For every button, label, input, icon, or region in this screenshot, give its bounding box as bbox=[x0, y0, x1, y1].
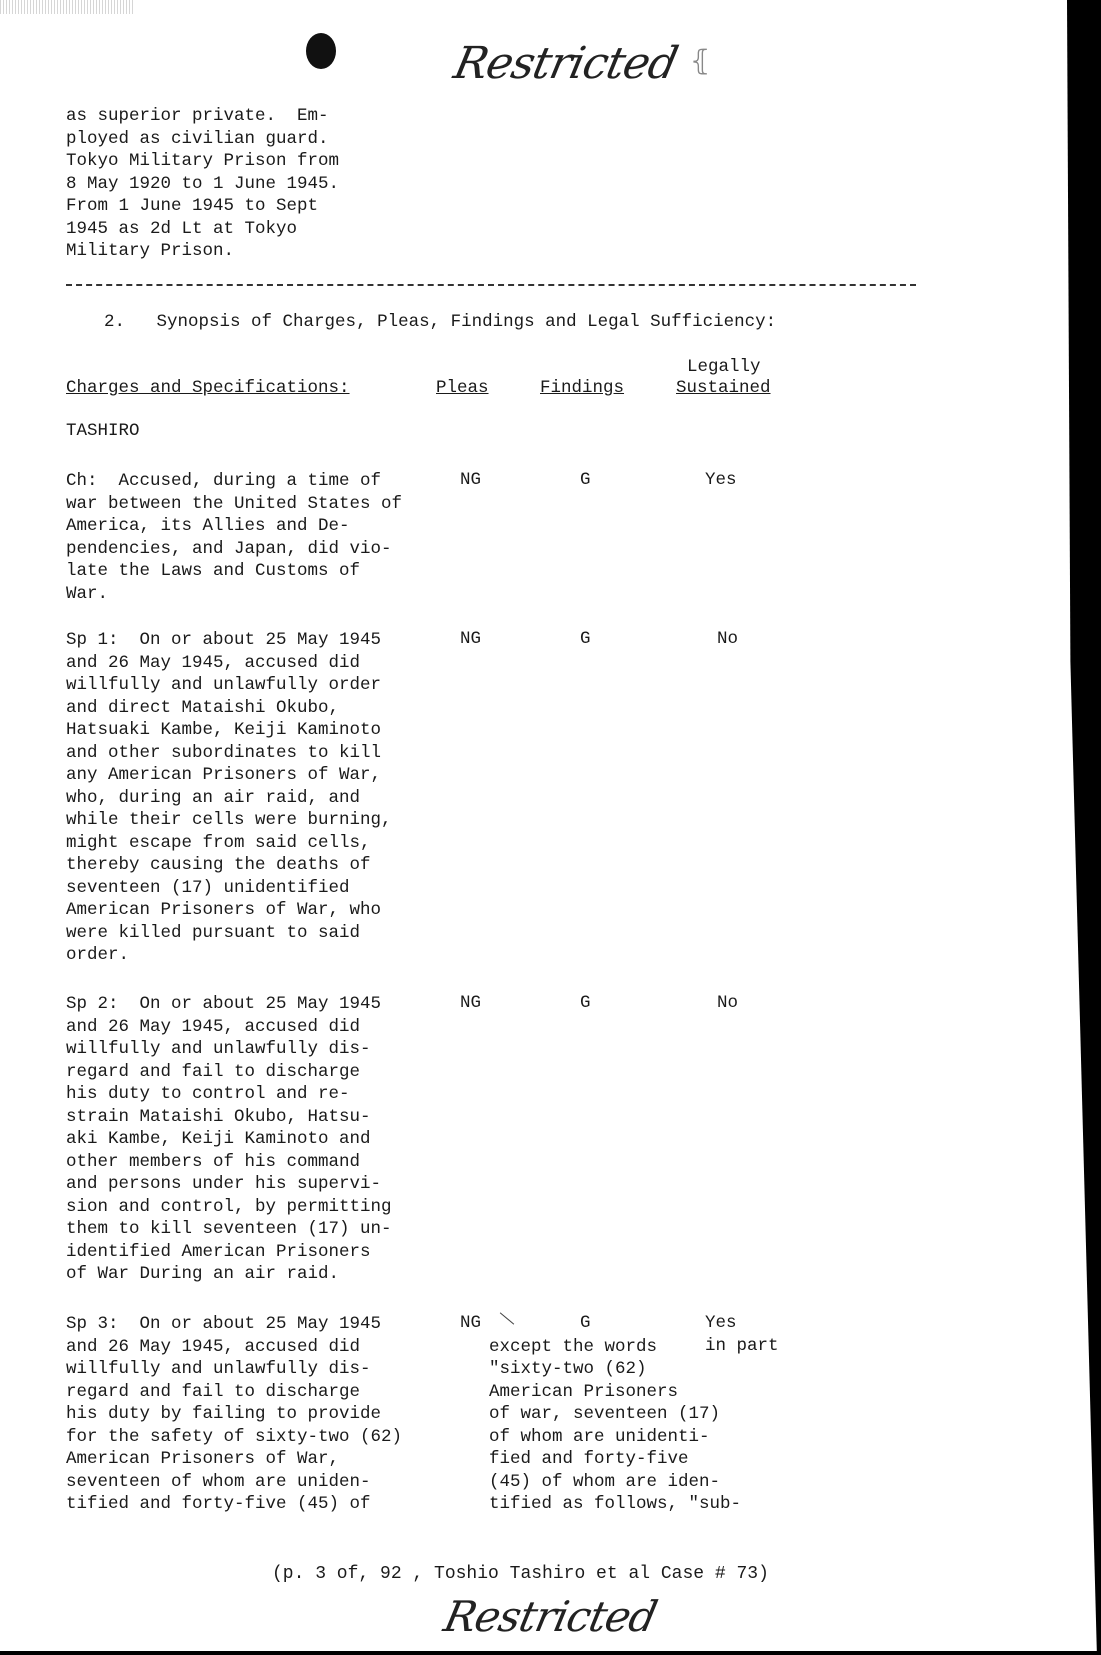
specification-line: regard and fail to discharge bbox=[66, 1381, 361, 1402]
plea-value: NG bbox=[460, 470, 482, 490]
plea-value: NG bbox=[460, 629, 482, 649]
restricted-stamp-top: Restricted bbox=[449, 38, 682, 89]
specification-line: them to kill seventeen (17) un- bbox=[66, 1219, 392, 1239]
specification-line: willfully and unlawfully dis- bbox=[66, 1039, 371, 1059]
restricted-stamp-bottom: Restricted bbox=[439, 1592, 661, 1641]
header-legally-sustained: Sustained bbox=[676, 378, 771, 398]
plea-value: NG bbox=[460, 1313, 482, 1333]
specification-line: American Prisoners of War, bbox=[66, 1449, 340, 1469]
divider-rule bbox=[66, 284, 916, 286]
finding-note bbox=[489, 1336, 741, 1516]
accused-name: TASHIRO bbox=[66, 421, 140, 441]
sustained-value: Yes bbox=[705, 470, 737, 490]
specification-line: were killed pursuant to said bbox=[66, 922, 361, 943]
sustained-value: No bbox=[717, 993, 739, 1013]
scan-noise bbox=[0, 0, 135, 14]
specification-line: who, during an air raid, and bbox=[66, 787, 361, 808]
specification-text bbox=[66, 470, 402, 605]
specification-line: sion and control, by permitting bbox=[66, 1196, 392, 1217]
specification-line: Sp 3: On or about 25 May 1945 bbox=[66, 1314, 382, 1334]
intro-line: as superior private. Em- bbox=[66, 106, 329, 126]
specification-line: his duty to control and re- bbox=[66, 1084, 350, 1104]
tick-mark bbox=[500, 1312, 514, 1324]
specification-line: of War During an air raid. bbox=[66, 1264, 340, 1284]
specification-line: his duty by failing to provide bbox=[66, 1404, 382, 1424]
specification-line: other members of his command bbox=[66, 1151, 361, 1172]
finding-note-line: tified as follows, "sub- bbox=[489, 1494, 742, 1514]
finding-note-line: American Prisoners bbox=[489, 1381, 679, 1402]
sustained-value: Yes bbox=[705, 1313, 737, 1333]
specification-line: Ch: Accused, during a time of bbox=[66, 471, 382, 491]
header-legally-top: Legally bbox=[687, 357, 761, 377]
specification-line: Sp 1: On or about 25 May 1945 bbox=[66, 630, 382, 650]
specification-line: pendencies, and Japan, did vio- bbox=[66, 538, 392, 559]
specification-line: American Prisoners of War, who bbox=[66, 900, 382, 920]
specification-line: any American Prisoners of War, bbox=[66, 765, 382, 785]
specification-line: willfully and unlawfully order bbox=[66, 675, 382, 695]
header-findings: Findings bbox=[540, 378, 625, 398]
intro-line: 1945 as 2d Lt at Tokyo bbox=[66, 218, 298, 239]
specification-line: order. bbox=[66, 945, 130, 965]
specification-line: Sp 2: On or about 25 May 1945 bbox=[66, 994, 382, 1014]
intro-line: Military Prison. bbox=[66, 241, 235, 261]
intro-paragraph bbox=[66, 105, 339, 263]
specification-line: late the Laws and Customs of bbox=[66, 561, 361, 581]
finding-value: G bbox=[580, 993, 591, 1013]
header-charges: Charges and Specifications: bbox=[66, 378, 350, 398]
specification-line: America, its Allies and De- bbox=[66, 516, 350, 536]
section-number: 2. bbox=[104, 312, 126, 332]
specification-line: War. bbox=[66, 583, 109, 604]
scan-border-bottom bbox=[0, 1651, 1101, 1655]
finding-note-line: "sixty-two (62) bbox=[489, 1359, 647, 1379]
plea-value: NG bbox=[460, 993, 482, 1013]
specification-line: aki Kambe, Keiji Kaminoto and bbox=[66, 1129, 371, 1149]
section-heading bbox=[104, 312, 776, 332]
specification-line: and 26 May 1945, accused did bbox=[66, 1336, 361, 1357]
finding-value: G bbox=[580, 1313, 591, 1333]
specification-line: and 26 May 1945, accused did bbox=[66, 1016, 361, 1037]
intro-line: ployed as civilian guard. bbox=[66, 128, 329, 149]
finding-note-line: except the words bbox=[489, 1336, 658, 1357]
finding-note-line: fied and forty-five bbox=[489, 1449, 689, 1469]
specification-line: identified American Prisoners bbox=[66, 1241, 371, 1262]
specification-line: and other subordinates to kill bbox=[66, 742, 382, 763]
scan-border-right bbox=[1067, 0, 1101, 1655]
finding-value: G bbox=[580, 470, 591, 490]
sustained-note: in part bbox=[705, 1335, 779, 1356]
specification-line: willfully and unlawfully dis- bbox=[66, 1359, 371, 1379]
finding-note-line: (45) of whom are iden- bbox=[489, 1471, 721, 1492]
specification-text bbox=[66, 993, 392, 1286]
specification-line: for the safety of sixty-two (62) bbox=[66, 1426, 403, 1447]
specification-line: and persons under his supervi- bbox=[66, 1174, 382, 1194]
specification-line: might escape from said cells, bbox=[66, 832, 371, 853]
specification-line: regard and fail to discharge bbox=[66, 1061, 361, 1082]
specification-line: strain Mataishi Okubo, Hatsu- bbox=[66, 1106, 371, 1127]
specification-line: tified and forty-five (45) of bbox=[66, 1494, 371, 1514]
specification-text bbox=[66, 1313, 402, 1516]
specification-line: war between the United States of bbox=[66, 493, 403, 514]
header-pleas: Pleas bbox=[436, 378, 489, 398]
specification-text bbox=[66, 629, 392, 967]
finding-value: G bbox=[580, 629, 591, 649]
specification-line: and direct Mataishi Okubo, bbox=[66, 697, 340, 718]
intro-line: Tokyo Military Prison from bbox=[66, 151, 340, 171]
specification-line: and 26 May 1945, accused did bbox=[66, 652, 361, 673]
finding-note-line: of whom are unidenti- bbox=[489, 1426, 710, 1447]
sustained-value: No bbox=[717, 629, 739, 649]
specification-line: thereby causing the deaths of bbox=[66, 855, 371, 875]
section-title: Synopsis of Charges, Pleas, Findings and Legal Sufficiency: bbox=[156, 312, 777, 332]
intro-line: From 1 June 1945 to Sept bbox=[66, 196, 319, 216]
specification-line: Hatsuaki Kambe, Keiji Kaminoto bbox=[66, 720, 382, 740]
bracket-mark-icon: ⦃ bbox=[690, 44, 711, 77]
specification-line: seventeen of whom are uniden- bbox=[66, 1471, 371, 1492]
specification-line: while their cells were burning, bbox=[66, 810, 392, 830]
specification-line: seventeen (17) unidentified bbox=[66, 877, 350, 898]
page-footer: (p. 3 of, 92 , Toshio Tashiro et al Case # 73) bbox=[272, 1564, 769, 1584]
hole-punch-mark bbox=[306, 33, 336, 69]
finding-note-line: of war, seventeen (17) bbox=[489, 1404, 721, 1424]
intro-line: 8 May 1920 to 1 June 1945. bbox=[66, 173, 340, 194]
